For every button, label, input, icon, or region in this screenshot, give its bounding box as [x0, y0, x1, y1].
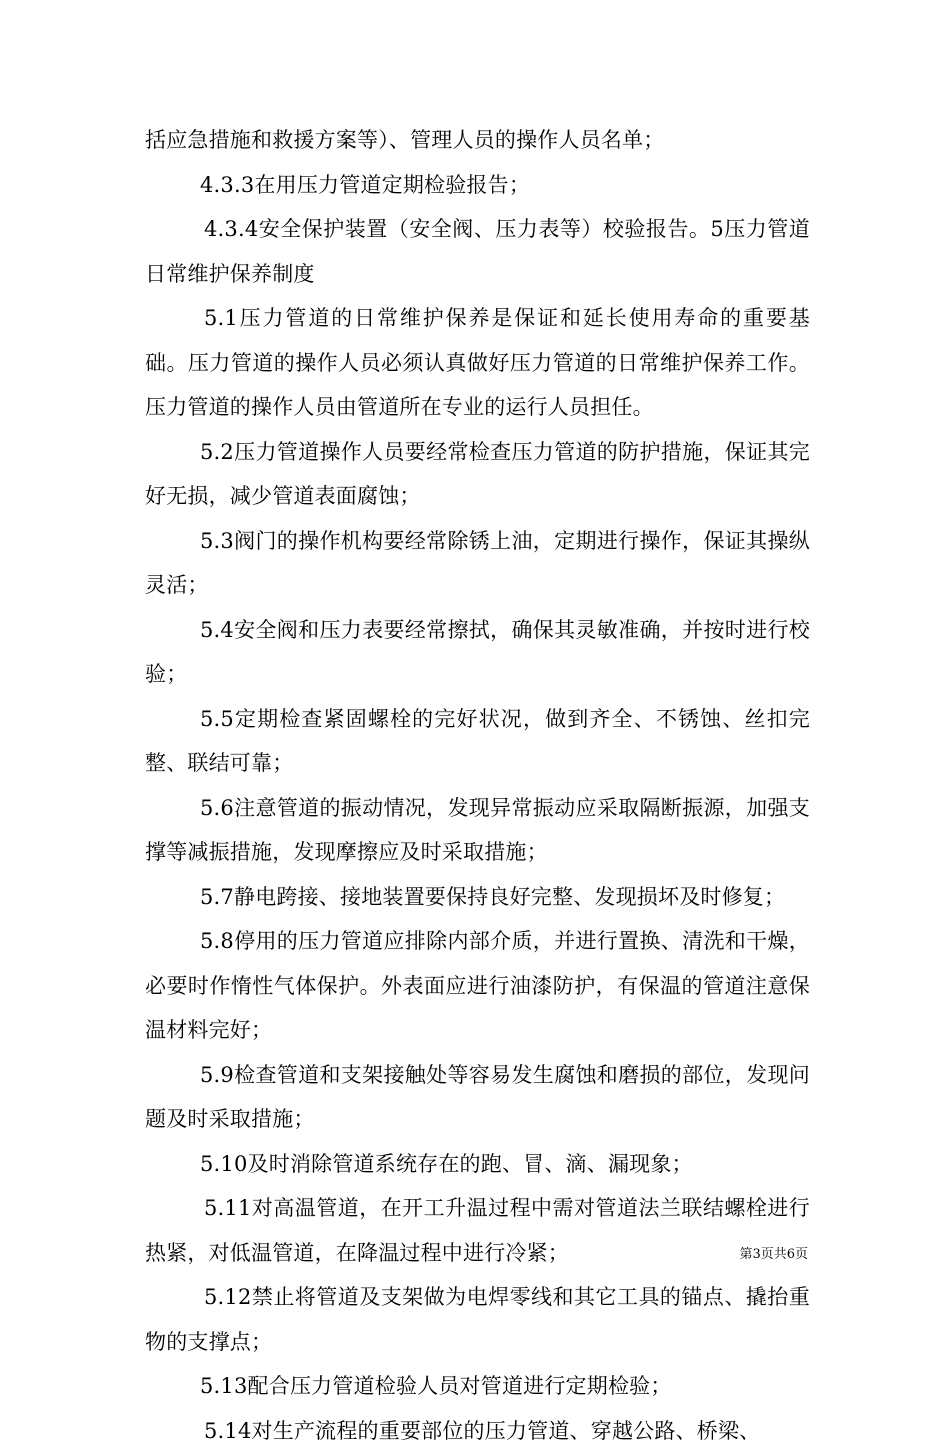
paragraph-5-10: 5.10及时消除管道系统存在的跑、冒、滴、漏现象；: [145, 1142, 810, 1187]
paragraph-5-8: 5.8停用的压力管道应排除内部介质，并进行置换、清洗和干燥，必要时作惰性气体保护。外表面应进行油漆防护，有保温的管道注意保温材料完好；: [145, 919, 810, 1053]
paragraph-5-9: 5.9检查管道和支架接触处等容易发生腐蚀和磨损的部位，发现问题及时采取措施；: [145, 1053, 810, 1142]
paragraph-5-2: 5.2压力管道操作人员要经常检查压力管道的防护措施，保证其完好无损，减少管道表面腐蚀；: [145, 430, 810, 519]
paragraph-5-4: 5.4安全阀和压力表要经常擦拭，确保其灵敏准确，并按时进行校验；: [145, 608, 810, 697]
paragraph-5-6: 5.6注意管道的振动情况，发现异常振动应采取隔断振源，加强支撑等减振措施，发现摩擦应及时采取措施；: [145, 786, 810, 875]
paragraph-5-14: 5.14对生产流程的重要部位的压力管道、穿越公路、桥梁、: [145, 1409, 810, 1453]
paragraph-4-3-3: 4.3.3在用压力管道定期检验报告；: [145, 163, 810, 208]
paragraph-5-13: 5.13配合压力管道检验人员对管道进行定期检验；: [145, 1364, 810, 1409]
page-number-footer: 第3页共6页: [739, 1247, 808, 1263]
paragraph-5-12: 5.12禁止将管道及支架做为电焊零线和其它工具的锚点、撬抬重物的支撑点；: [145, 1275, 810, 1364]
paragraph-continuation: 括应急措施和救援方案等）、管理人员的操作人员名单；: [145, 118, 810, 163]
paragraph-4-3-4: 4.3.4安全保护装置（安全阀、压力表等）校验报告。5压力管道日常维护保养制度: [145, 207, 810, 296]
paragraph-5-1: 5.1压力管道的日常维护保养是保证和延长使用寿命的重要基础。压力管道的操作人员必须认真做好压力管道的日常维护保养工作。压力管道的操作人员由管道所在专业的运行人员担任。: [145, 296, 810, 430]
paragraph-5-3: 5.3阀门的操作机构要经常除锈上油，定期进行操作，保证其操纵灵活；: [145, 519, 810, 608]
paragraph-5-5: 5.5定期检查紧固螺栓的完好状况，做到齐全、不锈蚀、丝扣完整、联结可靠；: [145, 697, 810, 786]
document-body: [145, 118, 810, 1453]
paragraph-5-7: 5.7静电跨接、接地装置要保持良好完整、发现损坏及时修复；: [145, 875, 810, 920]
paragraph-5-11: 5.11对高温管道，在开工升温过程中需对管道法兰联结螺栓进行热紧，对低温管道，在降温过程中进行冷紧；: [145, 1186, 810, 1275]
